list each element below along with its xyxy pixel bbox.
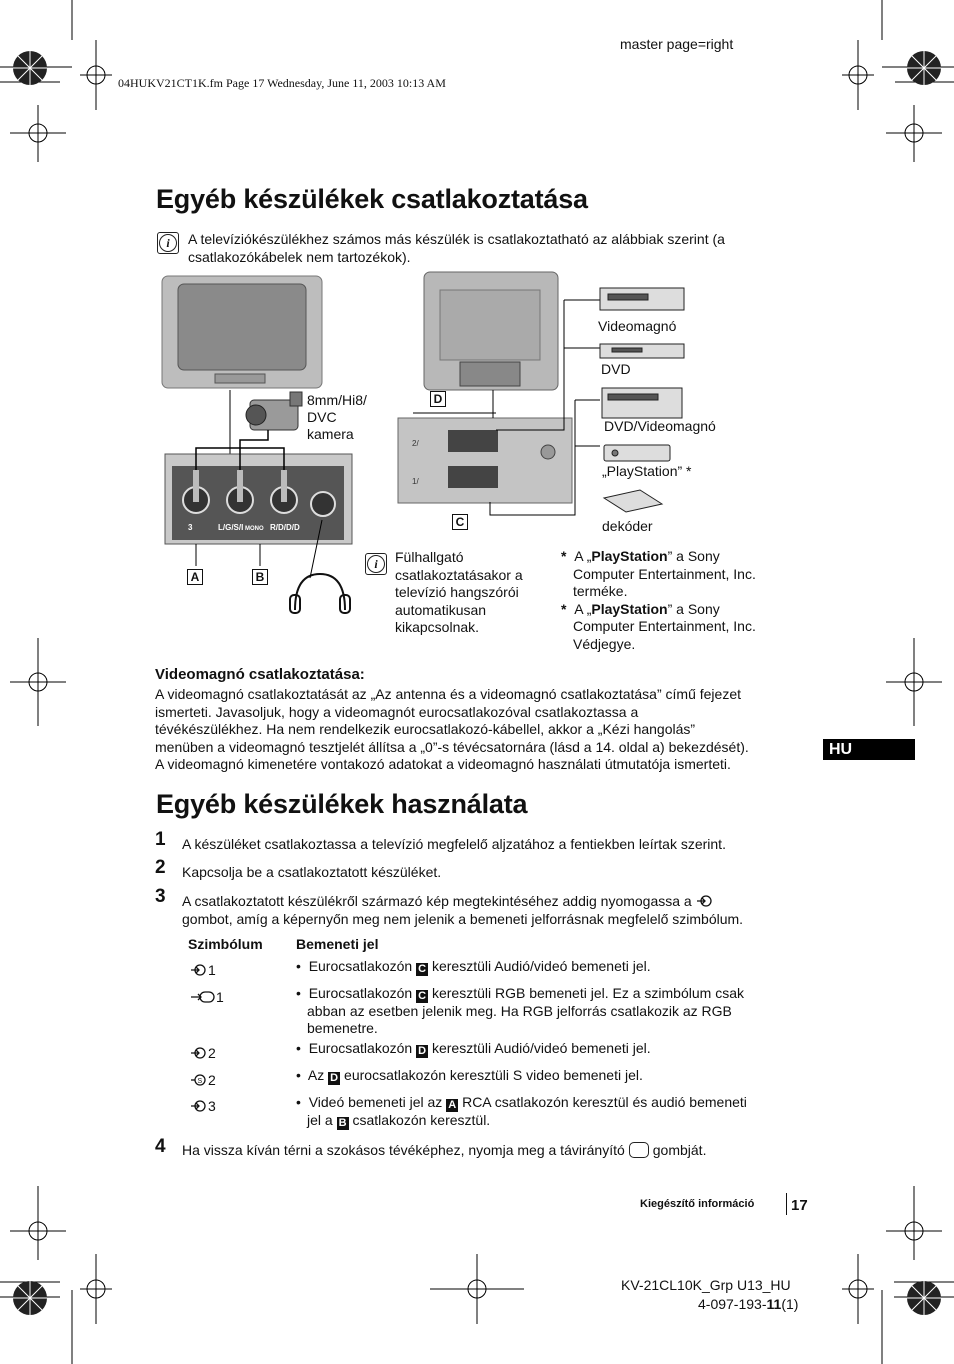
camcorder-image	[246, 392, 302, 430]
tv-front-image	[162, 276, 322, 388]
svg-text:S: S	[197, 1078, 203, 1085]
camera-label	[307, 392, 367, 443]
label-d: D	[430, 391, 446, 407]
input-av-icon	[190, 1047, 208, 1059]
note-line: automatikusan	[395, 601, 487, 618]
camera-label-line: DVC	[307, 409, 337, 425]
playstation-icon	[604, 445, 670, 461]
page-number: 17	[791, 1197, 808, 1214]
step-number: 1	[155, 829, 166, 850]
footnote-2: * A „PlayStation” a Sony Computer Entertainment, Inc. Védjegye.	[561, 600, 756, 652]
dvd-vcr-icon	[602, 388, 682, 418]
step-text: A készüléket csatlakoztassa a televízió megfelelő aljzatához a fentiekben leírtak szerint.	[182, 836, 726, 852]
input-rgb-icon	[190, 991, 216, 1003]
footer-divider	[786, 1193, 787, 1215]
step-text: Kapcsolja be a csatlakoztatott készüléket.	[182, 864, 442, 880]
table-row: • Eurocsatlakozón C keresztüli RGB bemeneti jel. Ez a szimbólum csak abban az esetben jelenik meg. Ha RGB jelforrás csatlakozik az RGB bemenetre.	[296, 985, 744, 1036]
input-svideo-icon	[190, 1074, 208, 1086]
device-label-playstation: „PlayStation” *	[602, 463, 692, 479]
table-header-input: Bemeneti jel	[296, 936, 379, 952]
master-page-label: master page=right	[620, 36, 734, 52]
table-header-symbol: Szimbólum	[188, 936, 263, 952]
symbol-cell: 3	[190, 1098, 216, 1115]
table-row: • Eurocsatlakozón C keresztüli Audió/videó bemeneti jel.	[296, 958, 651, 975]
headphone-note	[395, 549, 523, 637]
note-line: televízió hangszórói	[395, 584, 519, 600]
footnote-1: * A „PlayStation” a Sony Computer Entertainment, Inc. terméke.	[561, 548, 756, 599]
device-label-dvd: DVD	[601, 361, 631, 377]
input-av-icon	[190, 1100, 208, 1112]
panel-l-text: L/G/S/I	[218, 523, 244, 532]
vcr-icon	[600, 288, 684, 310]
input-select-icon	[696, 895, 714, 907]
decoder-icon	[604, 490, 662, 512]
label-c: C	[452, 514, 468, 530]
symbol-cell: 1	[190, 962, 216, 979]
step-number: 3	[155, 886, 166, 907]
note-line: Fülhallgató	[395, 549, 464, 565]
model-code: KV-21CL10K_Grp U13_HU	[621, 1277, 791, 1293]
scart1-text: 1/	[412, 477, 419, 486]
note-line: kikapcsolnak.	[395, 619, 480, 635]
dvd-icon	[600, 344, 684, 358]
tv-button-icon	[629, 1142, 649, 1158]
vcr-heading: Videomagnó csatlakoztatása:	[155, 666, 365, 683]
step-number: 2	[155, 857, 166, 878]
panel-r-text: R/D/D/D	[270, 523, 300, 532]
device-label-videomagno: Videomagnó	[598, 318, 677, 334]
symbol-cell: 2	[190, 1045, 216, 1062]
panel-in3-text: 3	[188, 523, 193, 532]
step-number: 4	[155, 1136, 166, 1157]
device-label-dvd-vcr: DVD/Videomagnó	[604, 418, 716, 434]
section-title-connect: Egyéb készülékek csatlakoztatása	[156, 184, 588, 214]
label-a: A	[187, 569, 203, 585]
file-info: 04HUKV21CT1K.fm Page 17 Wednesday, June 11, 2003 10:13 AM	[118, 76, 446, 90]
info-icon: i	[157, 232, 179, 254]
panel-mono-text: MONO	[245, 526, 264, 532]
input-av-icon	[190, 964, 208, 976]
label-b: B	[252, 569, 268, 585]
vcr-paragraph: A videomagnó csatlakoztatását az „Az antenna és a videomagnó csatlakoztatása” című fejezet ismerteti. Javasoljuk, hogy a videomagnót eurocsatlakozóval csatlakoztassa a tévékészülékhez. Ha nem rendelkezik eurocsatlakozó-kábellel, akkor a „Kézi hangolás” menüben a videomagnó tesztjelét állítsa a „0”-s tévécsatornára (lásd a 14. oldal a) bekezdését). A videomagnó kimenetére vontakozó adatokat a videomagnó használati útmutatója ismerteti.	[155, 686, 749, 772]
footer-section: Kiegészítő információ	[640, 1198, 755, 1210]
language-tab: HU	[823, 739, 915, 760]
camera-label-line: 8mm/Hi8/	[307, 392, 367, 408]
step-text: Ha vissza kíván térni a szokásos tévéképhez, nyomja meg a távirányító gombját.	[182, 1142, 707, 1158]
camera-label-line: kamera	[307, 426, 354, 442]
tv-rear-image	[424, 272, 558, 390]
info-icon: i	[365, 553, 387, 575]
footnotes	[561, 548, 791, 653]
table-row: • Videó bemeneti jel az A RCA csatlakozón keresztül és audió bemeneti jel a B csatlakozón keresztül.	[296, 1094, 747, 1129]
part-code: 4-097-193-11(1)	[698, 1296, 799, 1312]
device-label-decoder: dekóder	[602, 518, 653, 534]
scart2-text: 2/	[412, 439, 419, 448]
table-row: • Eurocsatlakozón D keresztüli Audió/videó bemeneti jel.	[296, 1040, 651, 1057]
symbol-cell: S 2	[190, 1072, 216, 1089]
intro-text: A televíziókészülékhez számos más készülék is csatlakoztatható az alábbiak szerint (a csatlakozókábelek nem tartozékok).	[188, 231, 725, 265]
table-row: • Az D eurocsatlakozón keresztüli S video bemeneti jel.	[296, 1067, 643, 1084]
step-text: A csatlakoztatott készülékről származó kép megtekintéséhez addig nyomogassa a gombot, amíg a képernyőn meg nem jelenik a bemeneti jelforrásnak megfelelő szimbólum.	[182, 893, 744, 927]
symbol-cell: 1	[190, 989, 224, 1006]
headphones-icon	[290, 574, 350, 613]
note-line: csatlakoztatásakor a	[395, 566, 523, 583]
section-title-use: Egyéb készülékek használata	[156, 789, 528, 819]
